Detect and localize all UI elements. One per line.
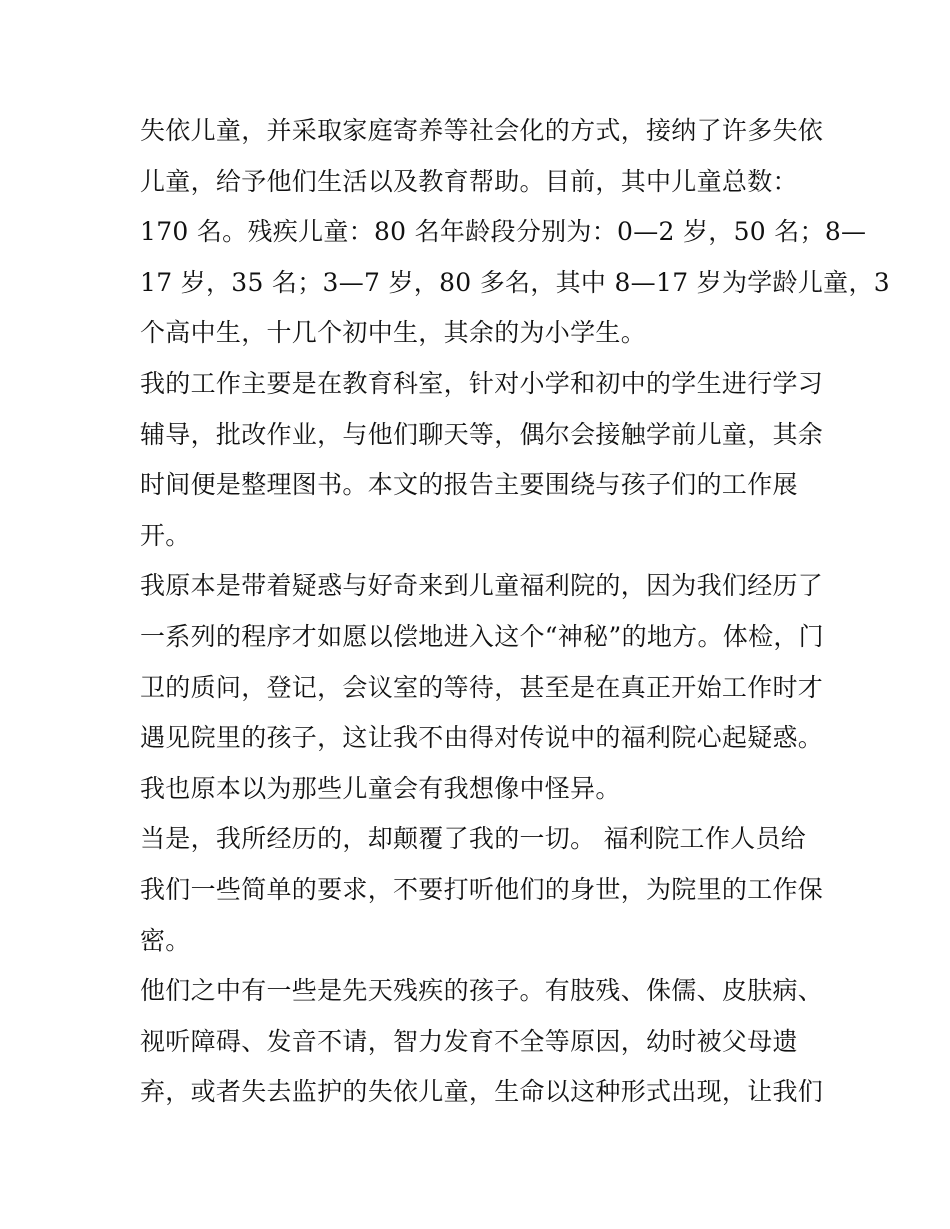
text-line: 开。 (140, 520, 191, 550)
text-line: 他们之中有一些是先天残疾的孩子。有肢残、侏儒、皮肤病、 (140, 976, 824, 1006)
text-line: 时间便是整理图书。本文的报告主要围绕与孩子们的工作展 (140, 470, 798, 500)
body-text (140, 106, 890, 1118)
text-line: 卫的质问，登记，会议室的等待，甚至是在真正开始工作时才 (140, 672, 824, 702)
text-line: 辅导，批改作业，与他们聊天等，偶尔会接触学前儿童，其余 (140, 419, 824, 449)
text-line: 个高中生，十几个初中生，其余的为小学生。 (140, 318, 647, 348)
text-line: 视听障碍、发音不请，智力发育不全等原因，幼时被父母遗 (140, 1026, 798, 1056)
text-line: 我原本是带着疑惑与好奇来到儿童福利院的，因为我们经历了 (140, 571, 824, 601)
text-line: 遇见院里的孩子，这让我不由得对传说中的福利院心起疑惑。 (140, 723, 824, 753)
text-line: 我们一些简单的要求，不要打听他们的身世，为院里的工作保 (140, 874, 824, 904)
text-line: 儿童，给予他们生活以及教育帮助。目前，其中儿童总数： (140, 166, 798, 196)
text-line: 我的工作主要是在教育科室，针对小学和初中的学生进行学习 (140, 368, 824, 398)
text-line: 密。 (140, 925, 191, 955)
text-line: 17 岁，35 名；3—7 岁，80 多名，其中 8—17 岁为学龄儿童，3 (140, 267, 890, 297)
text-line: 我也原本以为那些儿童会有我想像中怪异。 (140, 773, 621, 803)
text-line: 当是，我所经历的，却颠覆了我的一切。 福利院工作人员给 (140, 824, 807, 854)
text-line: 一系列的程序才如愿以偿地进入这个“神秘”的地方。体检，门 (140, 621, 824, 651)
text-line: 170 名。残疾儿童：80 名年龄段分别为：0—2 岁，50 名；8— (140, 217, 867, 247)
text-line: 弃，或者失去监护的失依儿童，生命以这种形式出现，让我们 (140, 1077, 824, 1107)
text-line: 失依儿童，并采取家庭寄养等社会化的方式，接纳了许多失依 (140, 116, 824, 145)
